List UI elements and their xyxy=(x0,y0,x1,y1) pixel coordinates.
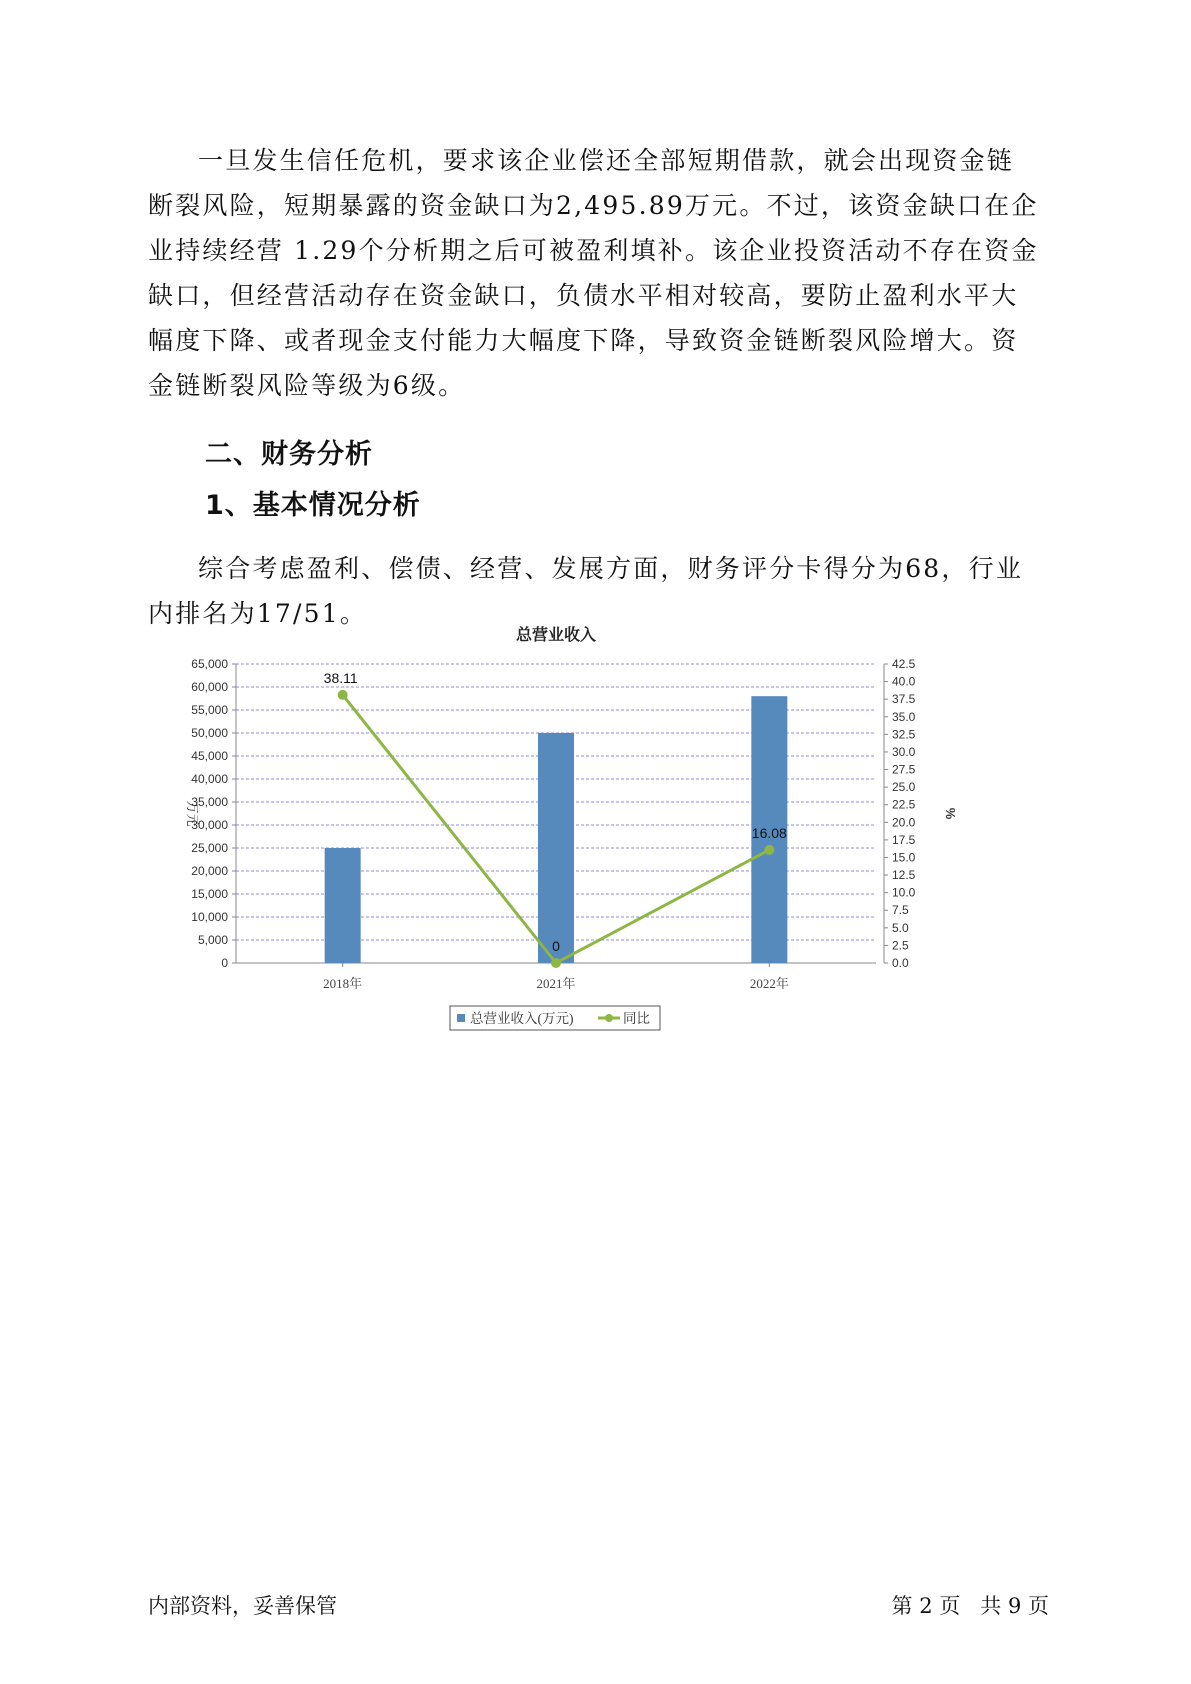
chart-svg xyxy=(170,627,1050,1120)
legend-label-bar: 总营业收入(万元) xyxy=(470,1011,574,1026)
y-right-tick-label: 7.5 xyxy=(892,903,909,918)
legend-swatch-bar xyxy=(457,1014,465,1022)
y-tick-label: 65,000 xyxy=(191,657,228,671)
y-right-tick-label: 25.0 xyxy=(892,780,916,795)
x-tick-label: 2021年 xyxy=(536,976,576,991)
y-right-tick-label: 22.5 xyxy=(892,797,916,812)
bar xyxy=(538,733,574,963)
y-tick-label: 15,000 xyxy=(191,887,228,901)
y-tick-label: 25,000 xyxy=(191,841,228,855)
data-label: 38.11 xyxy=(323,669,358,686)
paragraph-funding-risk xyxy=(148,138,1048,408)
yoy-point xyxy=(764,845,774,855)
y-axis-label: 万元 xyxy=(185,800,200,827)
paragraph-score xyxy=(148,546,1048,636)
chart-title: 总营业收入 xyxy=(515,627,597,644)
subsection-heading: 1、基本情况分析 xyxy=(205,490,421,521)
y-right-tick-label: 15.0 xyxy=(892,850,916,865)
legend-label-line: 同比 xyxy=(623,1011,650,1026)
bar xyxy=(325,848,361,963)
x-tick-label: 2018年 xyxy=(323,976,363,991)
y-tick-label: 20,000 xyxy=(191,864,228,878)
text-line: 缺口，但经营活动存在资金缺口，负债水平相对较高，要防止盈利水平大 xyxy=(148,281,1019,310)
section-heading: 二、财务分析 xyxy=(205,439,373,470)
y-right-tick-label: 32.5 xyxy=(892,727,916,742)
text-line: 综合考虑盈利、偿债、经营、发展方面，财务评分卡得分为68，行业 xyxy=(198,554,1024,583)
y-right-tick-label: 2.5 xyxy=(892,938,909,953)
revenue-chart xyxy=(170,627,1050,1120)
y-tick-label: 50,000 xyxy=(191,726,228,740)
y-tick-label: 35,000 xyxy=(191,795,228,809)
text-line: 金链断裂风险等级为6级。 xyxy=(148,371,466,400)
y-tick-label: 0 xyxy=(221,956,228,970)
y-right-tick-label: 12.5 xyxy=(892,868,916,883)
y-right-tick-label: 10.0 xyxy=(892,885,916,900)
data-label: 0 xyxy=(552,938,560,954)
y-right-tick-label: 5.0 xyxy=(892,920,909,935)
text-line: 业持续经营 1.29个分析期之后可被盈利填补。该企业投资活动不存在资金 xyxy=(148,236,1039,265)
y-right-tick-label: 40.0 xyxy=(892,674,916,689)
text-line: 幅度下降、或者现金支付能力大幅度下降，导致资金链断裂风险增大。资 xyxy=(148,326,1019,355)
legend-swatch-point xyxy=(605,1014,613,1022)
yoy-point xyxy=(338,690,348,700)
y-tick-label: 10,000 xyxy=(191,910,228,924)
text-line: 一旦发生信任危机，要求该企业偿还全部短期借款，就会出现资金链 xyxy=(198,146,1015,175)
y-right-tick-label: 35.0 xyxy=(892,709,916,724)
y-tick-label: 5,000 xyxy=(197,933,228,947)
y-tick-label: 30,000 xyxy=(191,818,228,832)
x-tick-label: 2022年 xyxy=(749,976,789,991)
y-tick-label: 40,000 xyxy=(191,772,228,786)
y-right-tick-label: 27.5 xyxy=(892,762,916,777)
y-right-tick-label: 37.5 xyxy=(892,692,916,707)
text-line: 断裂风险，短期暴露的资金缺口为2,495.89万元。不过，该资金缺口在企 xyxy=(148,191,1039,220)
y-tick-label: 45,000 xyxy=(191,749,228,763)
data-label: 16.08 xyxy=(751,824,787,841)
y-right-tick-label: 17.5 xyxy=(892,832,916,847)
y-tick-label: 55,000 xyxy=(191,703,228,717)
y-right-tick-label: 0.0 xyxy=(892,956,909,970)
footer-page-number: 第 2 页 共 9 页 xyxy=(891,1594,1049,1618)
y-right-tick-label: 42.5 xyxy=(892,657,916,671)
y-right-tick-label: 30.0 xyxy=(892,744,916,759)
text-line: 内排名为17/51。 xyxy=(148,599,368,628)
yoy-point xyxy=(551,958,561,968)
y-right-axis-label: % xyxy=(943,807,958,820)
y-tick-label: 60,000 xyxy=(191,680,228,694)
y-right-tick-label: 20.0 xyxy=(892,815,916,830)
footer-confidential: 内部资料，妥善保管 xyxy=(148,1594,337,1618)
